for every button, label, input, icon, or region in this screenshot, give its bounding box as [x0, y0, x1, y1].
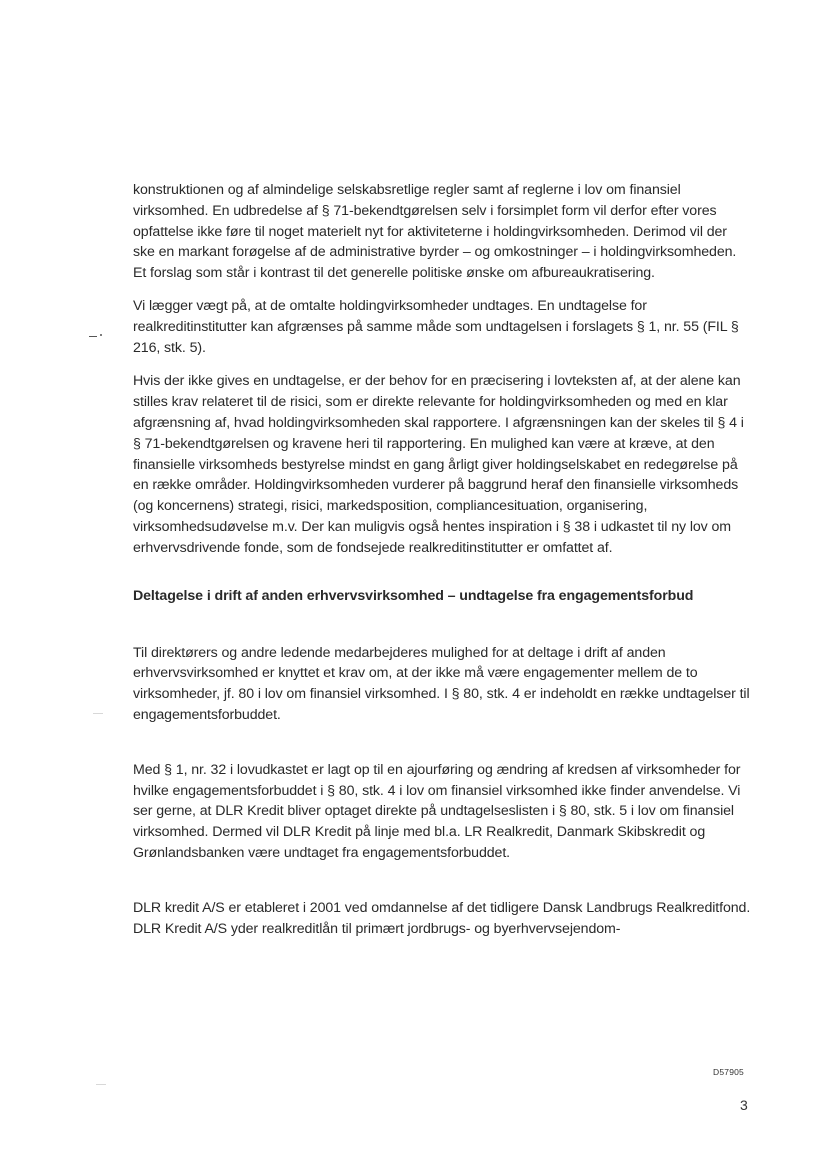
page-number: 3: [740, 1097, 748, 1113]
body-paragraph: konstruktionen og af almindelige selskabsretlige regler samt af reglerne i lov om finansiel virksomhed. En udbredelse af § 71-bekendtgørelsen selv i forsimplet form vil derfor efter vores opfattelse ikke føre til noget materielt nyt for aktiviteterne i holdingvirksomheden. Derimod vil der ske en markant forøgelse af de administrative byrder – og omkostninger – i holdingvirksomheden. Et forslag som står i kontrast til det generelle politiske ønske om afbureaukratisering.: [133, 182, 737, 282]
faint-margin-mark: [93, 713, 103, 714]
document-body: [133, 180, 751, 939]
section-heading: Deltagelse i drift af anden erhvervsvirksomhed – undtagelse fra engagementsforbud: [133, 587, 694, 604]
faint-margin-mark: [96, 1084, 106, 1085]
body-paragraph: Vi lægger vægt på, at de omtalte holdingvirksomheder undtages. En undtagelse for realkreditinstitutter kan afgrænses på samme måde som undtagelsen i forslagets § 1, nr. 55 (FIL § 216, stk. 5).: [133, 297, 739, 356]
margin-annotation-mark: [89, 333, 103, 339]
body-paragraph: Til direktørers og andre ledende medarbejderes mulighed for at deltage i drift af anden erhvervsvirksomhed er knyttet et krav om, at der ikke må være engagementer mellem de to virksomheder, jf. 80 i lov om finansiel virksomhed. I § 80, stk. 4 er indeholdt en række undtagelser til engagementsforbuddet.: [133, 644, 750, 723]
document-number: D57905: [713, 1067, 744, 1077]
body-paragraph: Med § 1, nr. 32 i lovudkastet er lagt op til en ajourføring og ændring af kredsen af virksomheder for hvilke engagementsforbuddet i § 80, stk. 4 i lov om finansiel virksomhed ikke finder anvendelse. Vi ser gerne, at DLR Kredit bliver optaget direkte på undtagelseslisten i § 80, stk. 5 i lov om finansiel virksomhed. Dermed vil DLR Kredit på linje med bl.a. LR Realkredit, Danmark Skibskredit og Grønlandsbanken være undtaget fra engagementsforbuddet.: [133, 761, 741, 861]
body-paragraph: Hvis der ikke gives en undtagelse, er der behov for en præcisering i lovteksten af, at der alene kan stilles krav relateret til de risici, som er direkte relevante for holdingvirksomheden og med en klar afgrænsning af, hvad holdingvirksomheden skal rapportere. I afgrænsningen kan der skeles til § 4 i § 71-bekendtgørelsen og kravene heri til rapportering. En mulighed kan være at kræve, at den finansielle virksomheds bestyrelse mindst en gang årligt giver holdingselskabet en redegørelse på en række områder. Holdingvirksomheden vurderer på baggrund heraf den finansielle virksomheds (og koncernens) strategi, risici, markedsposition, compliancesituation, organisering, virksomhedsudøvelse m.v. Der kan muligvis også hentes inspiration i § 38 i udkastet til ny lov om erhvervsdrivende fonde, som de fondsejede realkreditinstitutter er omfattet af.: [133, 373, 744, 556]
body-paragraph: DLR kredit A/S er etableret i 2001 ved omdannelse af det tidligere Dansk Landbrugs Realkreditfond. DLR Kredit A/S yder realkreditlån til primært jordbrugs- og byerhvervsejendom-: [133, 899, 751, 937]
